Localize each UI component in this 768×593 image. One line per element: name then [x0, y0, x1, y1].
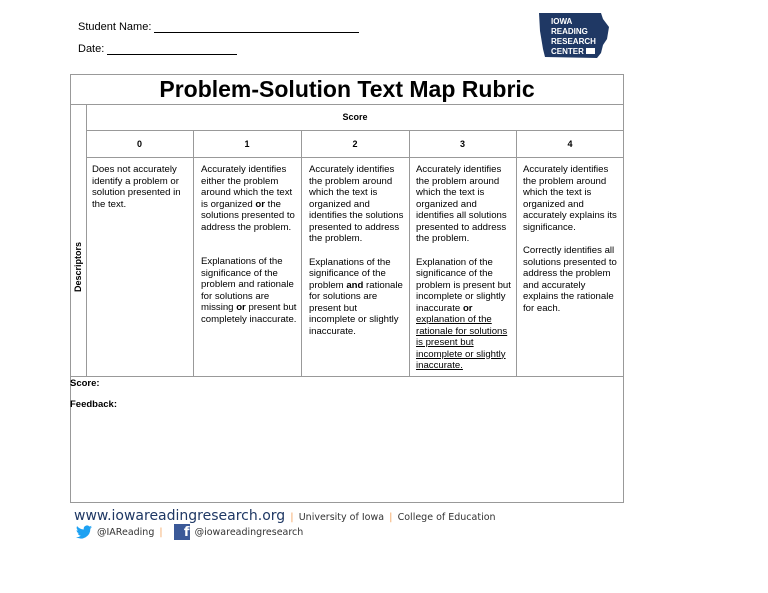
- descriptor-score-3: Accurately identifies the problem around which the text is organized and identifies all solutions presented to address the problem. Explanation of the significance of the problem is present but incomplete or slightly inaccurate or explanation of the rationale for solutions is present but incomplete or slightly inaccurate.: [416, 164, 511, 371]
- svg-text:CENTER: CENTER: [551, 47, 584, 56]
- score-header: Score: [342, 112, 368, 122]
- descriptor-score-0: Does not accurately identify a problem or solution presented in the text.: [92, 164, 181, 210]
- student-name-label: Student Name:: [78, 21, 152, 33]
- svg-text:IOWA: IOWA: [551, 17, 573, 26]
- svg-text:READING: READING: [551, 27, 588, 36]
- page-title: Problem-Solution Text Map Rubric: [159, 76, 535, 102]
- score-2-header: 2: [352, 139, 358, 149]
- descriptor-score-4: Accurately identifies the problem around which the text is organized and accurately explains its significance. Correctly identifies all solutions presented to address the problem and accurately explains the rationale for each.: [523, 164, 617, 314]
- score-4-header: 4: [567, 139, 573, 149]
- facebook-icon: f: [174, 524, 190, 540]
- iowa-reading-research-center-logo: [537, 11, 611, 59]
- descriptors-label: Descriptors: [73, 241, 83, 292]
- facebook-handle[interactable]: @iowareadingresearch: [194, 526, 304, 538]
- feedback-label: Feedback:: [70, 399, 117, 410]
- descriptor-score-1: Accurately identifies either the problem around which the text is organized or the solutions presented to address the problem. Explanations of the significance of the problem and rationale for solutions are missing or present but completely inaccurate.: [201, 164, 297, 325]
- date-label: Date:: [78, 43, 105, 55]
- score-3-header: 3: [459, 139, 465, 149]
- college-text: College of Education: [397, 512, 496, 523]
- website-link[interactable]: www.iowareadingresearch.org: [74, 508, 286, 524]
- student-name-field[interactable]: [78, 20, 359, 33]
- score-0-header: 0: [136, 139, 142, 149]
- twitter-handle[interactable]: @IAReading: [97, 526, 155, 538]
- score-label: Score:: [70, 378, 100, 389]
- score-1-header: 1: [244, 139, 250, 149]
- footer-links: www.iowareadingresearch.org | University of Iowa | College of Education: [74, 508, 496, 524]
- university-text: University of Iowa: [298, 512, 385, 523]
- descriptor-score-2: Accurately identifies the problem around which the text is organized and identifies the solutions presented to address the problem. Explanations of the significance of the problem and rationale for solutions are present but incomplete or slightly inaccurate.: [309, 164, 404, 337]
- twitter-icon: [76, 525, 92, 539]
- date-field[interactable]: [78, 42, 237, 55]
- svg-text:RESEARCH: RESEARCH: [551, 37, 596, 46]
